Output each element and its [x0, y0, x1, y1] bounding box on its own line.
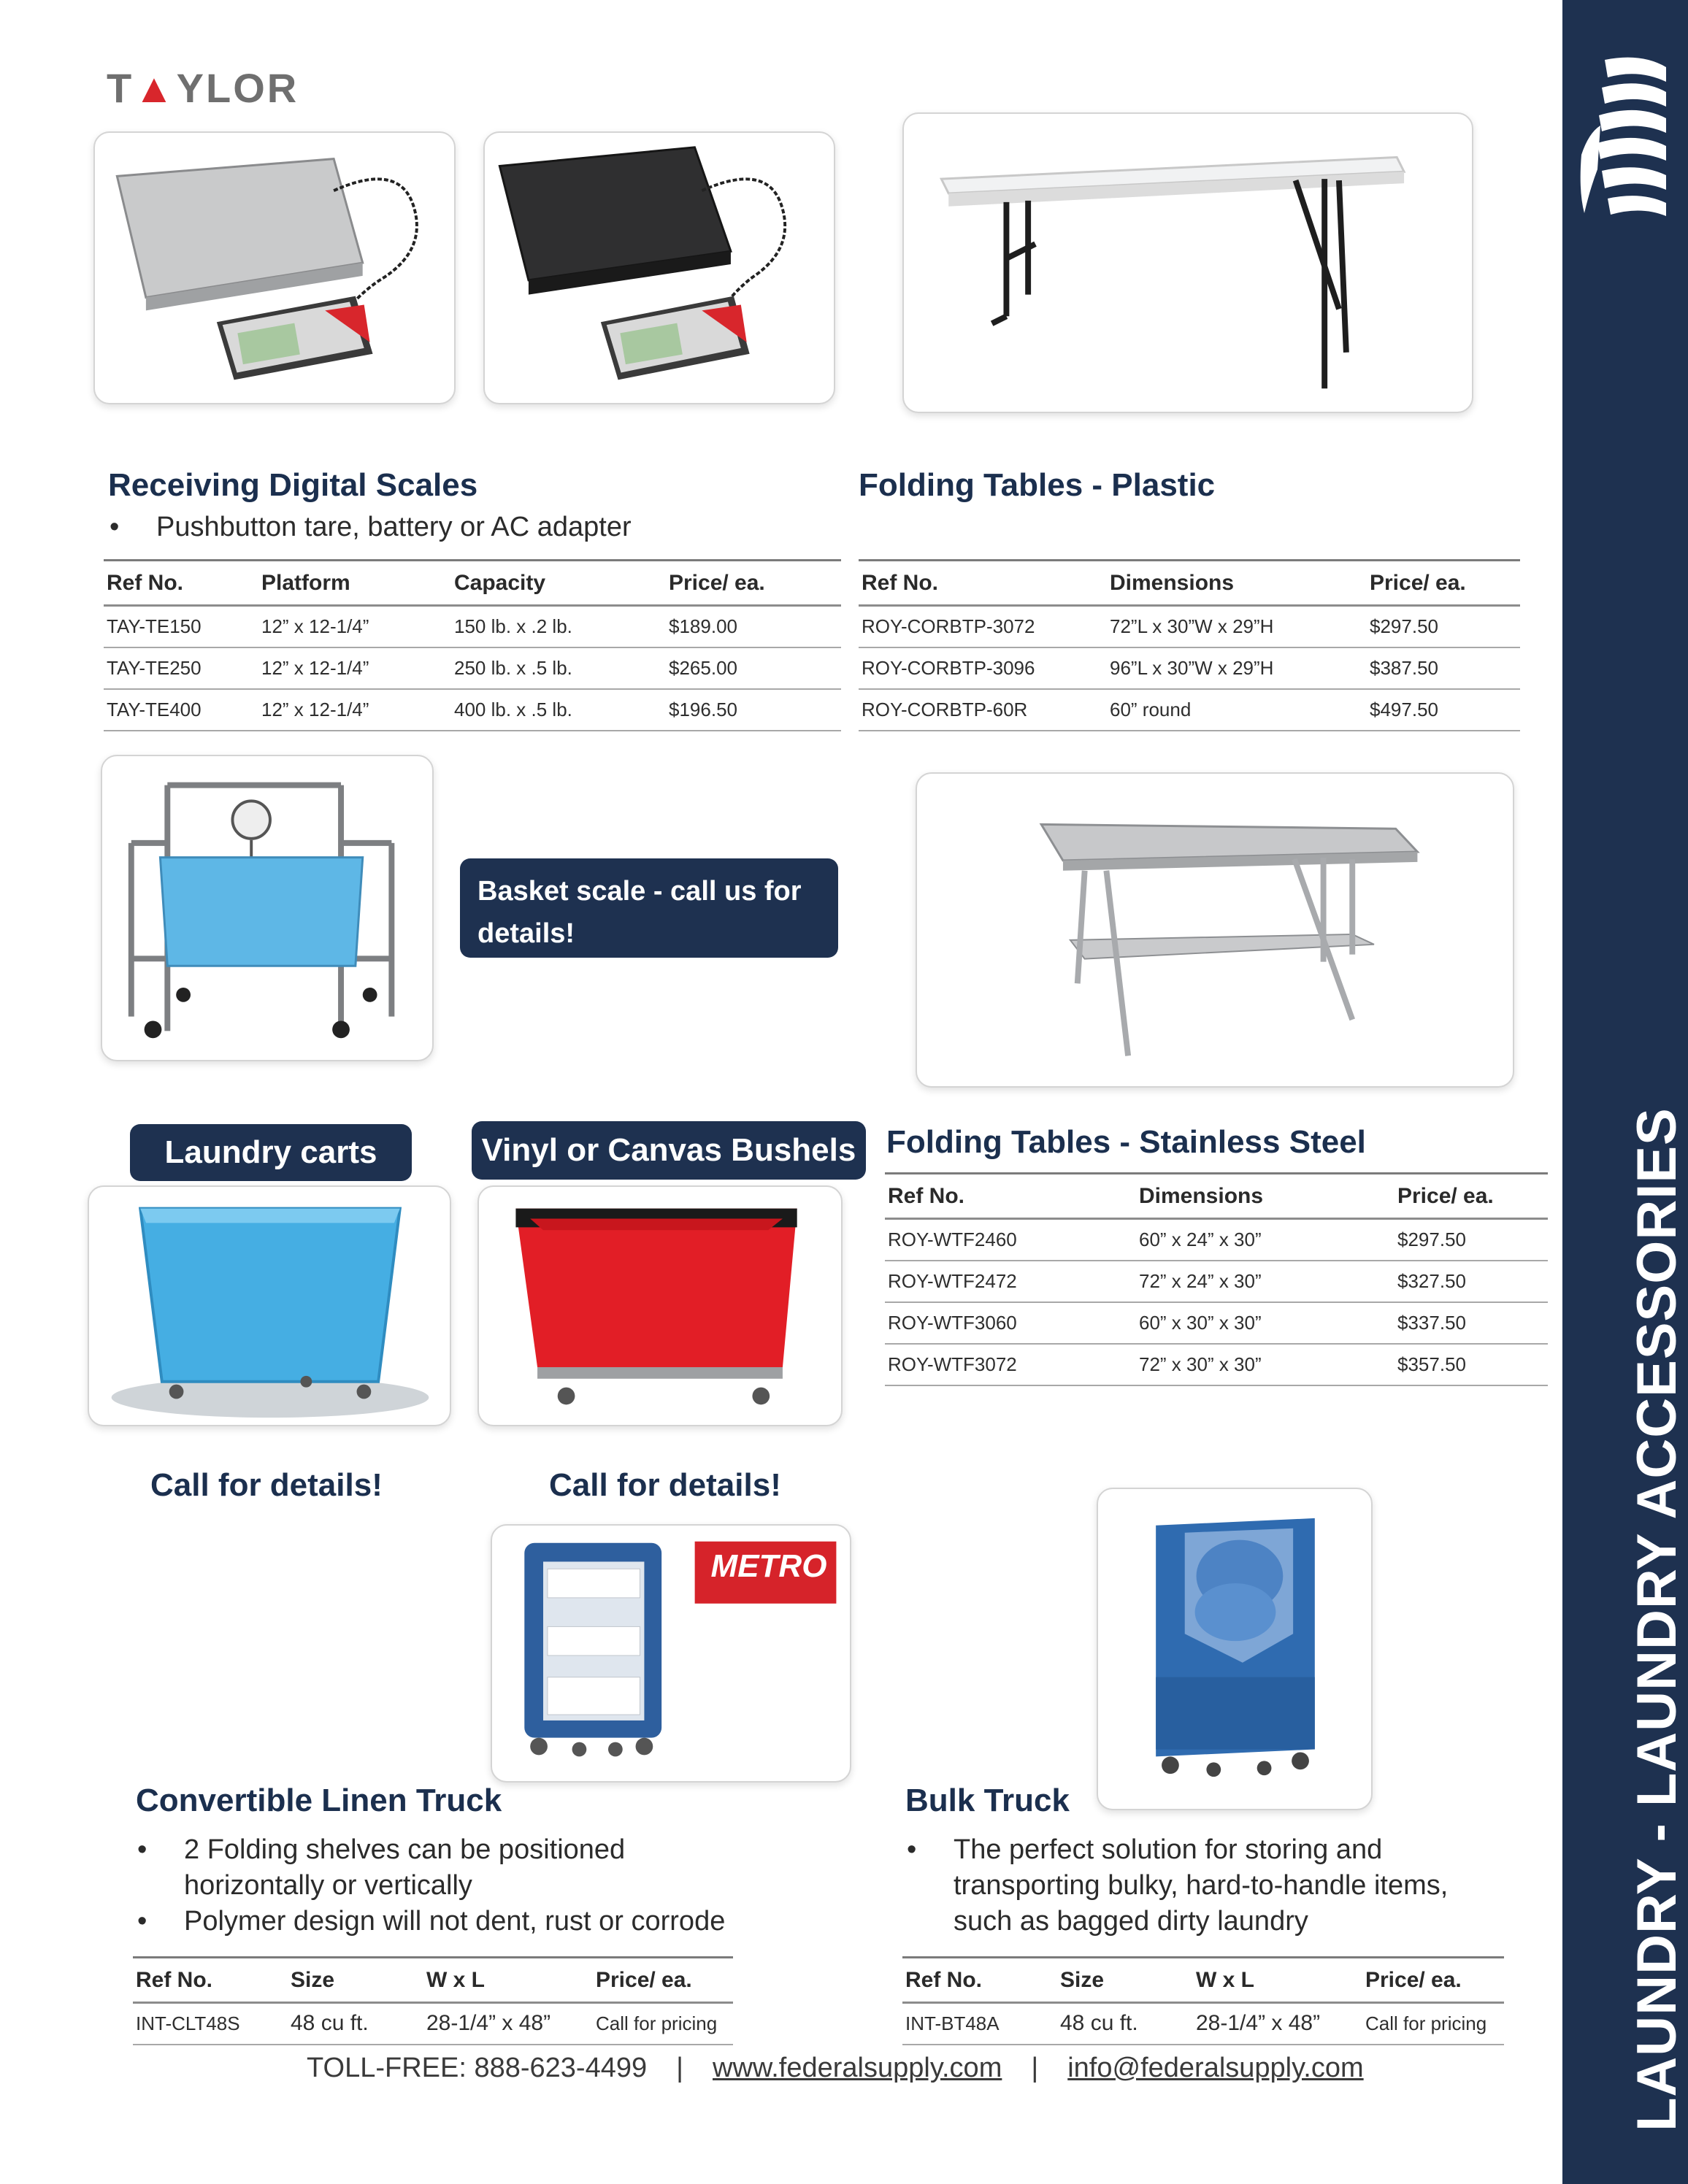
ref-cell: ROY-WTF3060: [885, 1302, 1136, 1344]
bulk-truck-bullets: [905, 1832, 1489, 1939]
table-header: Price/ ea.: [1394, 1174, 1548, 1219]
basket-scale-photo: [101, 755, 434, 1061]
stainless-tables-title: Folding Tables - Stainless Steel: [886, 1124, 1366, 1160]
bushels-call: Call for details!: [549, 1467, 781, 1503]
table-header: W x L: [1193, 1958, 1362, 2003]
price-cell: $337.50: [1394, 1302, 1548, 1344]
table-row: [885, 1219, 1548, 1261]
footer: [307, 2053, 1364, 2084]
dimensions-cell: 60” x 30” x 30”: [1136, 1302, 1394, 1344]
price-cell: $387.50: [1367, 647, 1520, 689]
table-header: Ref No.: [104, 561, 258, 606]
stainless-tables-price-table: [885, 1172, 1548, 1386]
table-header: Ref No.: [859, 561, 1107, 606]
bulk-truck-title: Bulk Truck: [905, 1783, 1070, 1818]
scales-bullets: [108, 510, 838, 545]
table-header: Ref No.: [902, 1958, 1057, 2003]
price-cell: $265.00: [666, 647, 841, 689]
dimensions-cell: 72”L x 30”W x 29”H: [1107, 606, 1367, 647]
linen-bullet-item: • Polymer design will not dent, rust or corrode: [136, 1904, 764, 1939]
linen-truck-bullets: [136, 1832, 764, 1939]
ref-cell: TAY-TE400: [104, 689, 258, 731]
table-row: [885, 1302, 1548, 1344]
capacity-cell: 400 lb. x .5 lb.: [451, 689, 666, 731]
price-cell: $297.50: [1367, 606, 1520, 647]
wxl-cell: 28-1/4” x 48”: [423, 2003, 593, 2045]
ref-cell: ROY-WTF2472: [885, 1261, 1136, 1302]
table-header: Ref No.: [885, 1174, 1136, 1219]
ref-cell: TAY-TE150: [104, 606, 258, 647]
table-header: Price/ ea.: [593, 1958, 733, 2003]
table-header: W x L: [423, 1958, 593, 2003]
price-cell: $327.50: [1394, 1261, 1548, 1302]
table-row: [104, 647, 841, 689]
basket-callout-line1: Basket scale - call us for: [477, 876, 802, 907]
black-scale-photo: [483, 131, 835, 404]
dimensions-cell: 96”L x 30”W x 29”H: [1107, 647, 1367, 689]
price-cell: Call for pricing: [1362, 2003, 1504, 2045]
stainless-table-photo: [916, 772, 1514, 1088]
linen-truck-title: Convertible Linen Truck: [136, 1783, 502, 1818]
scales-bullet-item: • Pushbutton tare, battery or AC adapter: [108, 510, 838, 545]
wxl-cell: 28-1/4” x 48”: [1193, 2003, 1362, 2045]
bushels-label: [472, 1121, 866, 1180]
table-header: Price/ ea.: [666, 561, 841, 606]
ref-cell: TAY-TE250: [104, 647, 258, 689]
linen-bullet-item: • 2 Folding shelves can be positioned horizontally or vertically: [136, 1832, 764, 1904]
table-row: [859, 606, 1520, 647]
ref-cell: ROY-WTF3072: [885, 1344, 1136, 1385]
linen-truck-photo: [491, 1524, 851, 1783]
capacity-cell: 150 lb. x .2 lb.: [451, 606, 666, 647]
sidebar-title: LAUNDRY - LAUNDRY ACCESSORIES: [1626, 1107, 1688, 2131]
ref-cell: ROY-CORBTP-3096: [859, 647, 1107, 689]
table-header: Platform: [258, 561, 451, 606]
ref-cell: ROY-WTF2460: [885, 1219, 1136, 1261]
table-row: [885, 1344, 1548, 1385]
table-header: Size: [1057, 1958, 1193, 2003]
table-row: [902, 2003, 1504, 2045]
bushel-photo: [477, 1185, 843, 1426]
bushels-label-text: Vinyl or Canvas Bushels: [481, 1132, 856, 1168]
bulk-bullet-item: • The perfect solution for storing and transporting bulky, hard-to-handle items, such as bagged dirty laundry: [905, 1832, 1489, 1939]
size-cell: 48 cu ft.: [288, 2003, 423, 2045]
price-cell: $196.50: [666, 689, 841, 731]
bulk-truck-photo: [1097, 1488, 1373, 1810]
table-row: [104, 689, 841, 731]
footer-separator: |: [1031, 2053, 1039, 2083]
price-cell: $297.50: [1394, 1219, 1548, 1261]
table-header: Price/ ea.: [1362, 1958, 1504, 2003]
price-cell: Call for pricing: [593, 2003, 733, 2045]
ref-cell: INT-BT48A: [902, 2003, 1057, 2045]
laundry-carts-label: [130, 1124, 412, 1181]
capacity-cell: 250 lb. x .5 lb.: [451, 647, 666, 689]
metro-logo-text: METRO: [710, 1548, 827, 1584]
table-row: [859, 647, 1520, 689]
price-cell: $189.00: [666, 606, 841, 647]
platform-cell: 12” x 12-1/4”: [258, 647, 451, 689]
table-header: Capacity: [451, 561, 666, 606]
linen-truck-price-table: [133, 1956, 733, 2045]
footer-separator: |: [676, 2053, 683, 2083]
dimensions-cell: 72” x 30” x 30”: [1136, 1344, 1394, 1385]
taylor-logo: T▲YLOR: [107, 65, 299, 111]
scales-title: Receiving Digital Scales: [108, 467, 478, 503]
table-header: Ref No.: [133, 1958, 288, 2003]
table-header: Price/ ea.: [1367, 561, 1520, 606]
basket-callout-line2: details!: [477, 918, 575, 949]
website-link[interactable]: www.federalsupply.com: [713, 2053, 1002, 2083]
laundry-cart-photo: [88, 1185, 451, 1426]
laundry-carts-label-text: Laundry carts: [164, 1134, 377, 1170]
ref-cell: INT-CLT48S: [133, 2003, 288, 2045]
size-cell: 48 cu ft.: [1057, 2003, 1193, 2045]
plastic-tables-title: Folding Tables - Plastic: [859, 467, 1216, 503]
silver-scale-photo: [93, 131, 456, 404]
dimensions-cell: 72” x 24” x 30”: [1136, 1261, 1394, 1302]
price-cell: $497.50: [1367, 689, 1520, 731]
basket-scale-callout: [460, 858, 838, 958]
ref-cell: ROY-CORBTP-3072: [859, 606, 1107, 647]
ref-cell: ROY-CORBTP-60R: [859, 689, 1107, 731]
table-row: [885, 1261, 1548, 1302]
dimensions-cell: 60” x 24” x 30”: [1136, 1219, 1394, 1261]
platform-cell: 12” x 12-1/4”: [258, 606, 451, 647]
table-header: Size: [288, 1958, 423, 2003]
price-cell: $357.50: [1394, 1344, 1548, 1385]
table-row: [859, 689, 1520, 731]
plastic-table-photo: [902, 112, 1473, 413]
table-row: [104, 606, 841, 647]
toll-free-phone: TOLL-FREE: 888-623-4499: [307, 2053, 648, 2083]
bulk-truck-price-table: [902, 1956, 1504, 2045]
table-header: Dimensions: [1136, 1174, 1394, 1219]
table-row: [133, 2003, 733, 2045]
scales-price-table: [104, 559, 841, 731]
email-link[interactable]: info@federalsupply.com: [1067, 2053, 1364, 2083]
table-header: Dimensions: [1107, 561, 1367, 606]
dimensions-cell: 60” round: [1107, 689, 1367, 731]
flag-wing-logo-icon: [1576, 45, 1670, 257]
platform-cell: 12” x 12-1/4”: [258, 689, 451, 731]
plastic-tables-price-table: [859, 559, 1520, 731]
laundry-carts-call: Call for details!: [150, 1467, 383, 1503]
